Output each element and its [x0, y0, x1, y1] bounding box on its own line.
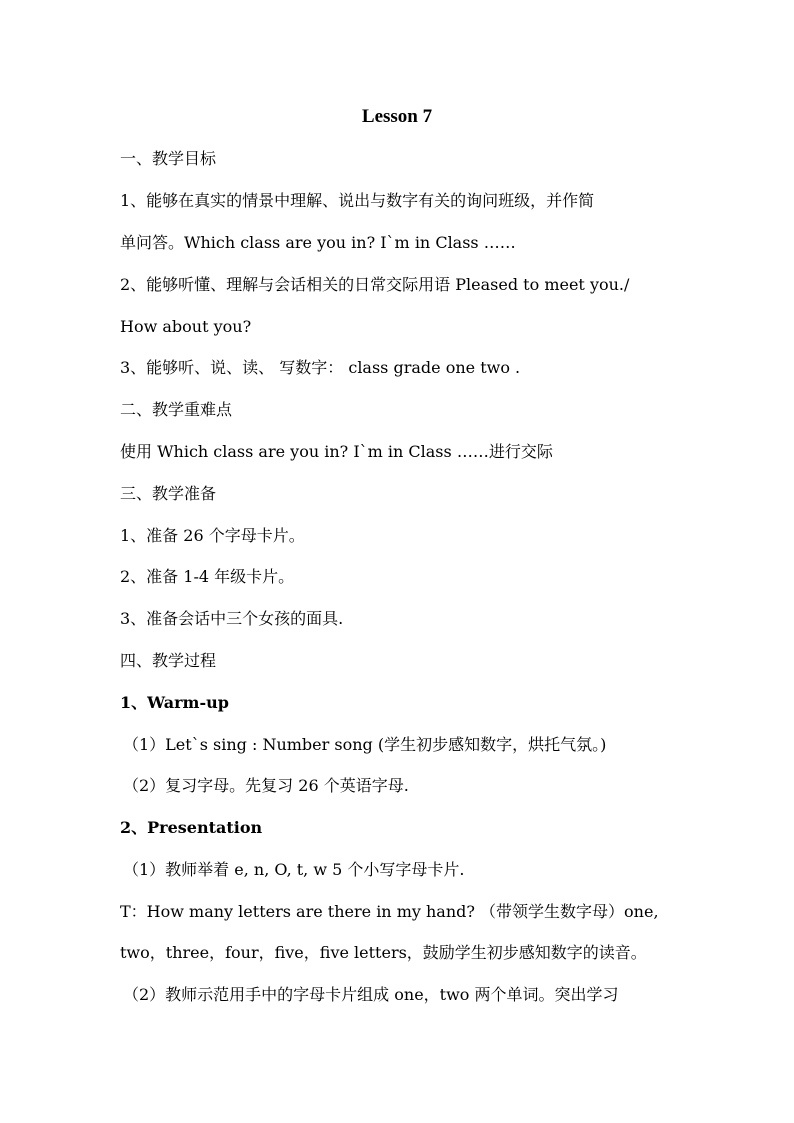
presentation-step-2: （2）教师示范用手中的字母卡片组成 one，two 两个单词。突出学习: [123, 985, 619, 1004]
objective-1-line-1: 1、能够在真实的情景中理解、说出与数字有关的询问班级，并作简: [120, 191, 595, 210]
presentation-dialogue-line-2: two，three，four，five，five letters，鼓励学生初步感知数字的读音。: [120, 943, 647, 962]
document-title: Lesson 7: [361, 106, 433, 127]
process-warm-up-heading: 1、Warm-up: [120, 693, 229, 712]
presentation-step-1: （1）教师举着 e, n, O, t, w 5 个小写字母卡片.: [123, 860, 465, 879]
presentation-dialogue-line-1: T：How many letters are there in my hand? （带领学生数字母）one,: [120, 902, 659, 921]
process-presentation-heading: 2、Presentation: [120, 818, 263, 837]
warm-up-step-2: （2）复习字母。先复习 26 个英语字母.: [123, 776, 409, 795]
section-heading-objectives: 一、教学目标: [120, 149, 217, 168]
section-heading-key-points: 二、教学重难点: [120, 400, 233, 419]
section-heading-preparation: 三、教学准备: [120, 484, 217, 503]
objective-1-line-2: 单问答。Which class are you in? I`m in Class ……: [120, 233, 516, 252]
preparation-2: 2、准备 1-4 年级卡片。: [120, 567, 295, 586]
warm-up-step-1: （1）Let`s sing : Number song (学生初步感知数字，烘托气氛。): [123, 735, 607, 754]
preparation-1: 1、准备 26 个字母卡片。: [120, 526, 305, 545]
key-point-text: 使用 Which class are you in? I`m in Class ……进行交际: [120, 442, 553, 461]
objective-2-line-1: 2、能够听懂、理解与会话相关的日常交际用语 Pleased to meet you./: [120, 275, 630, 294]
section-heading-process: 四、教学过程: [120, 651, 217, 670]
preparation-3: 3、准备会话中三个女孩的面具.: [120, 609, 344, 628]
objective-2-line-2: How about you?: [120, 317, 252, 336]
objective-3: 3、能够听、说、读、 写数字： class grade one two .: [120, 358, 521, 377]
